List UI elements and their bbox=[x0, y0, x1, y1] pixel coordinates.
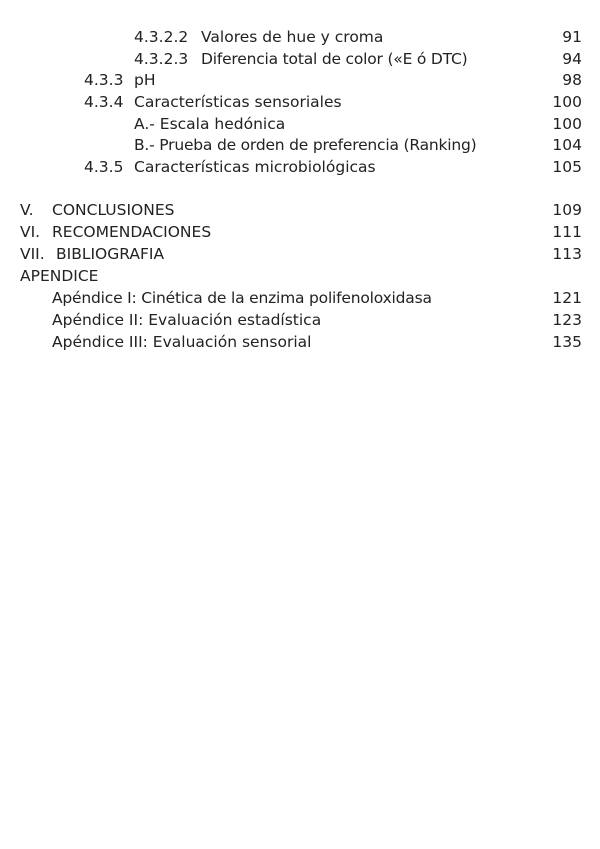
toc-entry bbox=[0, 69, 600, 91]
toc-entry bbox=[0, 265, 600, 287]
toc-entry-title: B.- Prueba de orden de preferencia (Ranking) bbox=[134, 136, 477, 154]
toc-entry-page: 98 bbox=[562, 71, 582, 89]
toc-entry-title: Apéndice II: Evaluación estadística bbox=[52, 311, 322, 329]
toc-entry-title: BIBLIOGRAFIA bbox=[56, 245, 165, 263]
toc-entry-page: 121 bbox=[552, 289, 582, 307]
toc-entry-page: 111 bbox=[552, 223, 582, 241]
toc-entry bbox=[0, 287, 600, 309]
toc-entry bbox=[0, 221, 600, 243]
toc-entry-title: CONCLUSIONES bbox=[52, 201, 175, 219]
toc-entry-number: 4.3.3 bbox=[84, 71, 124, 89]
toc-entry bbox=[0, 331, 600, 353]
toc-entry bbox=[0, 134, 600, 156]
toc-entry bbox=[0, 26, 600, 48]
toc-entry bbox=[0, 48, 600, 70]
toc-entry-number: VII. bbox=[20, 245, 45, 263]
toc-entry-title: pH bbox=[134, 71, 156, 89]
toc-entry-number: 4.3.2.3 bbox=[134, 50, 189, 68]
toc-entry-page: 113 bbox=[552, 245, 582, 263]
toc-entry-number: 4.3.2.2 bbox=[134, 28, 189, 46]
toc-entry-title: APENDICE bbox=[20, 267, 99, 285]
toc-entry bbox=[0, 243, 600, 265]
toc-entry-page: 91 bbox=[562, 28, 582, 46]
toc-entry-page: 109 bbox=[552, 201, 582, 219]
toc-entry-number: 4.3.4 bbox=[84, 93, 124, 111]
toc-entry-number: VI. bbox=[20, 223, 41, 241]
toc-entry-page: 94 bbox=[562, 50, 582, 68]
toc-entry-page: 104 bbox=[552, 136, 582, 154]
toc-entry-page: 105 bbox=[552, 158, 582, 176]
toc-entry-page: 123 bbox=[552, 311, 582, 329]
toc-entry-title: RECOMENDACIONES bbox=[52, 223, 212, 241]
toc-entry-title: Características microbiológicas bbox=[134, 158, 376, 176]
toc-entry-title: Valores de hue y croma bbox=[201, 28, 384, 46]
toc-entry-page: 135 bbox=[552, 333, 582, 351]
toc-entry bbox=[0, 91, 600, 113]
toc-entry-title: Características sensoriales bbox=[134, 93, 342, 111]
toc-entry-number: 4.3.5 bbox=[84, 158, 124, 176]
toc-entry bbox=[0, 113, 600, 135]
toc-entry-number: V. bbox=[20, 201, 34, 219]
toc-entry-page: 100 bbox=[552, 93, 582, 111]
toc-entry-title: Apéndice III: Evaluación sensorial bbox=[52, 333, 312, 351]
toc-entry bbox=[0, 156, 600, 178]
toc-entry bbox=[0, 309, 600, 331]
toc-entry-title: Diferencia total de color («E ó DTC) bbox=[201, 50, 468, 68]
toc-entry-title: A.- Escala hedónica bbox=[134, 115, 286, 133]
toc-entry bbox=[0, 199, 600, 221]
toc-entry-title: Apéndice I: Cinética de la enzima polifenoloxidasa bbox=[52, 289, 432, 307]
toc-entry-page: 100 bbox=[552, 115, 582, 133]
